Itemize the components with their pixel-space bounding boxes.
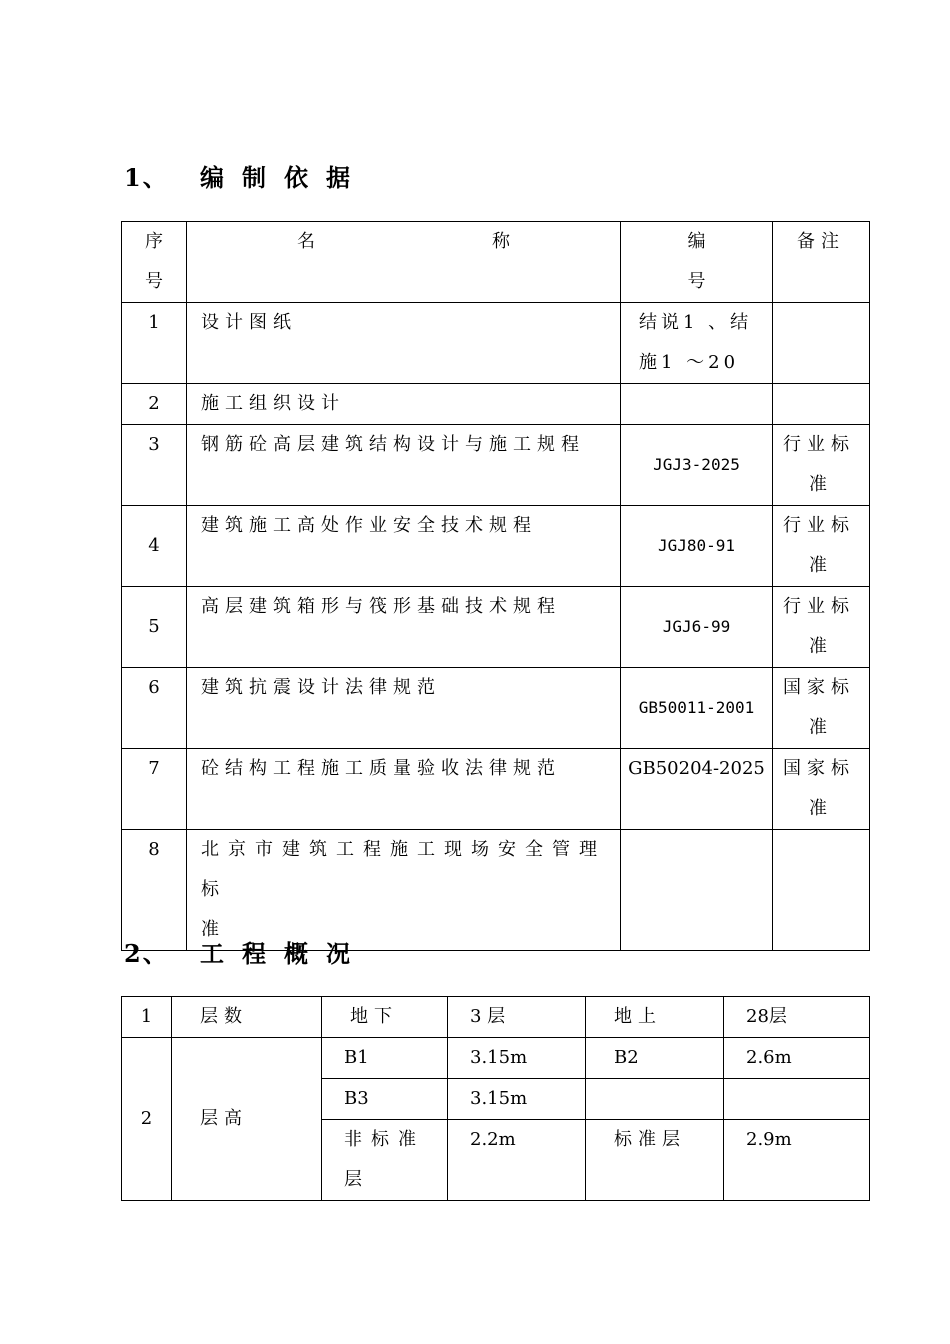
aboveground-value: 28层 [724, 997, 870, 1038]
row-note [773, 384, 870, 425]
level-height: 2.9m [724, 1120, 870, 1201]
row-seq: 1 [122, 303, 187, 384]
row-code [621, 384, 773, 425]
row-code: JGJ6-99 [621, 587, 773, 668]
overview-table [121, 996, 870, 1201]
table-row [122, 668, 870, 749]
row-code [621, 830, 773, 951]
level-label: 标准层 [586, 1120, 724, 1201]
section-number: 1、 [124, 163, 169, 192]
table-row [122, 384, 870, 425]
table-row [122, 830, 870, 951]
level-label: B1 [322, 1038, 448, 1079]
row-note [773, 830, 870, 951]
section-title: 编制依据 [200, 163, 368, 192]
table-row [122, 1038, 870, 1079]
table-row [122, 506, 870, 587]
level-label: B2 [586, 1038, 724, 1079]
row-code: GB50011-2001 [621, 668, 773, 749]
header-name: 名 称 [187, 222, 621, 303]
row-name: 施工组织设计 [187, 384, 621, 425]
header-note: 备注 [773, 222, 870, 303]
level-label [586, 1079, 724, 1120]
table-header-row [122, 222, 870, 303]
row-code: GB50204-2025 [621, 749, 773, 830]
table-row [122, 749, 870, 830]
row-seq: 5 [122, 587, 187, 668]
level-height: 3.15m [448, 1038, 586, 1079]
row-seq: 2 [122, 1038, 172, 1201]
row-name: 钢筋砼高层建筑结构设计与施工规程 [187, 425, 621, 506]
section-heading-2 [124, 934, 368, 969]
row-name: 建筑抗震设计法律规范 [187, 668, 621, 749]
row-seq: 2 [122, 384, 187, 425]
header-seq: 序 号 [122, 222, 187, 303]
row-code: 结说1 、结 施1 ～20 [621, 303, 773, 384]
row-note: 行业标 准 [773, 425, 870, 506]
underground-label: 地下 [322, 997, 448, 1038]
row-note: 国家标 准 [773, 668, 870, 749]
basis-table [121, 221, 870, 951]
row-code: JGJ3-2025 [621, 425, 773, 506]
row-name: 高层建筑箱形与筏形基础技术规程 [187, 587, 621, 668]
floors-label: 层数 [172, 997, 322, 1038]
aboveground-label: 地上 [586, 997, 724, 1038]
section-number: 2、 [124, 939, 169, 968]
table-row [122, 997, 870, 1038]
row-seq: 6 [122, 668, 187, 749]
row-seq: 4 [122, 506, 187, 587]
row-note: 国家标 准 [773, 749, 870, 830]
row-name: 建筑施工高处作业安全技术规程 [187, 506, 621, 587]
level-height: 2.6m [724, 1038, 870, 1079]
row-seq: 1 [122, 997, 172, 1038]
row-code: JGJ80-91 [621, 506, 773, 587]
underground-value: 3 层 [448, 997, 586, 1038]
level-label: 非标准 层 [322, 1120, 448, 1201]
row-seq: 3 [122, 425, 187, 506]
row-name: 北京市建筑工程施工现场安全管理标 准 [187, 830, 621, 951]
row-note: 行业标 准 [773, 587, 870, 668]
section-title: 工程概况 [200, 939, 368, 968]
header-code: 编 号 [621, 222, 773, 303]
level-height: 2.2m [448, 1120, 586, 1201]
row-seq: 7 [122, 749, 187, 830]
level-label: B3 [322, 1079, 448, 1120]
section-heading-1 [124, 158, 368, 193]
level-height [724, 1079, 870, 1120]
row-name: 设计图纸 [187, 303, 621, 384]
row-seq: 8 [122, 830, 187, 951]
table-row [122, 425, 870, 506]
table-row [122, 587, 870, 668]
height-label: 层高 [172, 1038, 322, 1201]
table-row [122, 303, 870, 384]
row-name: 砼结构工程施工质量验收法律规范 [187, 749, 621, 830]
row-note: 行业标 准 [773, 506, 870, 587]
row-note [773, 303, 870, 384]
level-height: 3.15m [448, 1079, 586, 1120]
